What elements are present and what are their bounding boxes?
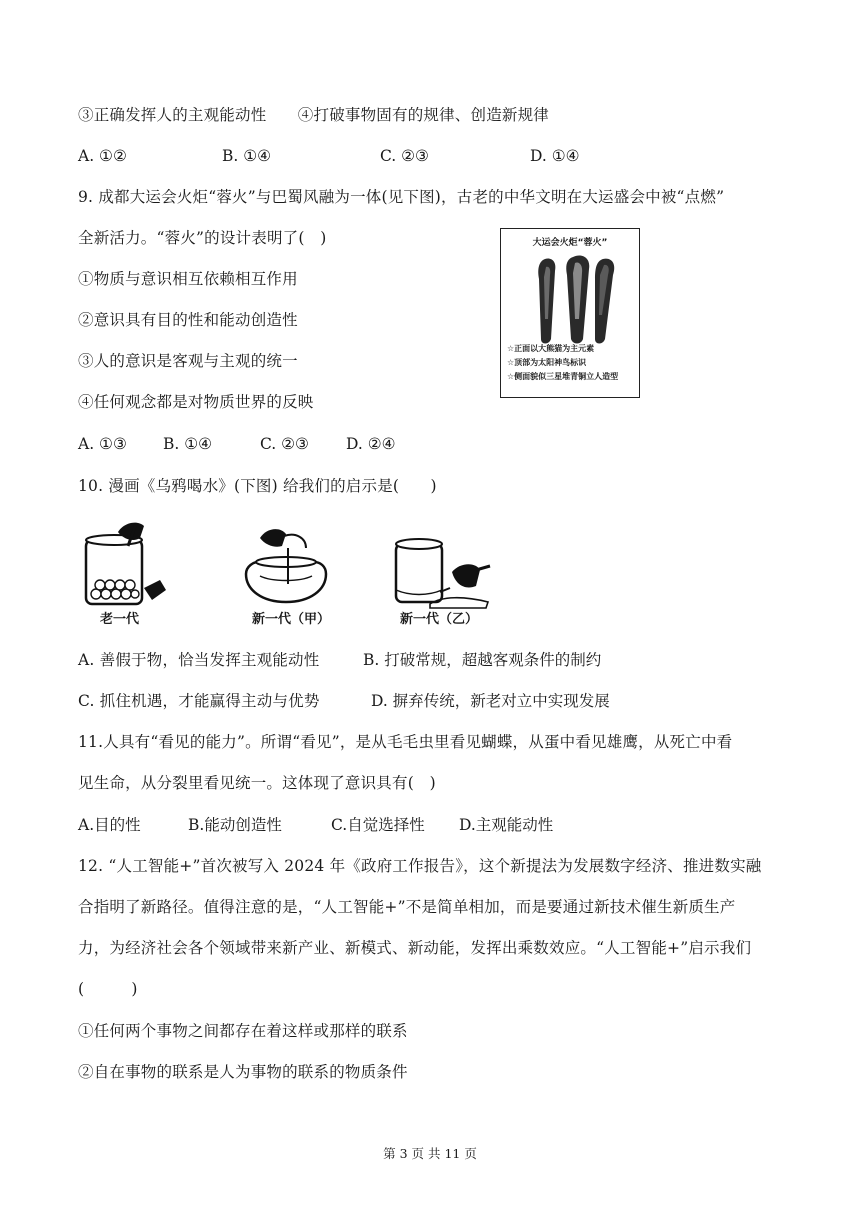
q11-stem-line-1: 11.人具有“看见的能力”。所谓“看见”，是从毛毛虫里看见蝴蝶，从蛋中看见雄鹰，从死亡中看 (78, 733, 733, 751)
q9-option-c: C. ②③ (260, 435, 309, 453)
q9-statement-3: ③人的意识是客观与主观的统一 (78, 352, 298, 370)
q8-statements: ③正确发挥人的主观能动性 ④打破事物固有的规律、创造新规律 (78, 106, 550, 124)
torch-figure-title: 大运会火炬“蓉火” (532, 238, 608, 248)
page-footer: 第 3 页 共 11 页 (383, 1146, 477, 1161)
q8-option-a: A. ①② (78, 147, 127, 165)
q9-stem-line-2: 全新活力。“蓉火”的设计表明了( ) (78, 229, 327, 247)
torch-figure (500, 228, 640, 398)
q9-option-a: A. ①③ (78, 435, 127, 453)
crow-panel-new-generation-a (236, 518, 336, 610)
torch-notes (507, 342, 618, 384)
q9-option-d: D. ②④ (346, 435, 396, 453)
q12-stem-line-1: 12. “人工智能+”首次被写入 2024 年《政府工作报告》，这个新提法为发展数字经济、推进数实融 (78, 857, 762, 875)
q12-stem-line-3: 力，为经济社会各个领域带来新产业、新模式、新动能，发挥出乘数效应。“人工智能+”启示我们 (78, 939, 752, 957)
torch-note-2: ☆顶部为太阳神鸟标识 (507, 358, 587, 367)
q9-statement-1: ①物质与意识相互依赖相互作用 (78, 270, 298, 288)
q12-stem-line-2: 合指明了新路径。值得注意的是，“人工智能+”不是简单相加，而是要通过新技术催生新质生产 (78, 898, 736, 916)
q12-statement-1: ①任何两个事物之间都存在着这样或那样的联系 (78, 1022, 408, 1040)
q11-option-b: B.能动创造性 (188, 816, 282, 834)
q11-option-d: D.主观能动性 (459, 816, 554, 834)
torch-note-1: ☆正面以大熊猫为主元素 (507, 344, 595, 353)
q11-stem-line-2: 见生命，从分裂里看见统一。这体现了意识具有( ) (78, 774, 436, 792)
q9-statement-2: ②意识具有目的性和能动创造性 (78, 311, 298, 329)
torch-illustration (501, 249, 639, 349)
q8-option-b: B. ①④ (222, 147, 272, 165)
q9-statement-4: ④任何观念都是对物质世界的反映 (78, 393, 314, 411)
q9-option-b: B. ①④ (163, 435, 213, 453)
crow-panel-old-generation (78, 518, 178, 610)
q11-option-a: A.目的性 (78, 816, 141, 834)
q8-option-d: D. ①④ (530, 147, 580, 165)
q10-stem: 10. 漫画《乌鸦喝水》(下图) 给我们的启示是( ) (78, 477, 437, 495)
q10-option-b: B. 打破常规，超越客观条件的制约 (363, 651, 602, 669)
crow-panel-new-generation-b (390, 536, 500, 610)
crow-caption-new-a: 新一代（甲） (252, 612, 331, 627)
q12-stem-line-4: ( ) (78, 980, 138, 998)
q11-option-c: C.自觉选择性 (331, 816, 425, 834)
crow-caption-old: 老一代 (100, 612, 140, 627)
q9-stem-line-1: 9. 成都大运会火炬“蓉火”与巴蜀风融为一体(见下图)，古老的中华文明在大运盛会中被“点燃” (78, 188, 725, 206)
q10-option-d: D. 摒弃传统，新老对立中实现发展 (371, 692, 610, 710)
q8-option-c: C. ②③ (380, 147, 429, 165)
torch-note-3: ☆侧面貌似三星堆青铜立人造型 (507, 372, 619, 381)
q10-option-a: A. 善假于物，恰当发挥主观能动性 (78, 651, 320, 669)
crow-caption-new-b: 新一代（乙） (400, 612, 479, 627)
q10-option-c: C. 抓住机遇，才能赢得主动与优势 (78, 692, 320, 710)
q12-statement-2: ②自在事物的联系是人为事物的联系的物质条件 (78, 1063, 408, 1081)
